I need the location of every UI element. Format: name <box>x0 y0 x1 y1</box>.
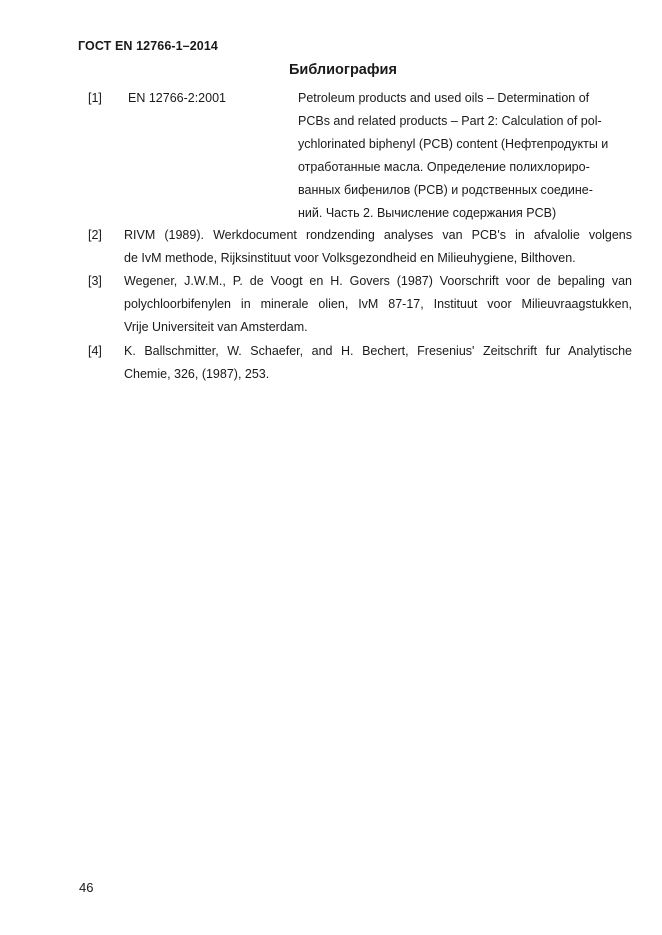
reference-line: ychlorinated biphenyl (PCB) content (Нефтепродукты и <box>298 137 609 151</box>
reference-text <box>124 340 632 386</box>
reference-line: RIVM (1989). Werkdocument rondzending analyses van PCB's in afvalolie volgens <box>124 228 632 242</box>
reference-line: PCBs and related products – Part 2: Calculation of pol- <box>298 114 602 128</box>
reference-text <box>124 270 632 339</box>
reference-number: [4] <box>88 344 102 358</box>
page-title: Библиография <box>289 62 397 78</box>
reference-line: ний. Часть 2. Вычисление содержания PCB) <box>298 206 557 220</box>
reference-number: [2] <box>88 228 102 242</box>
reference-line: K. Ballschmitter, W. Schaefer, and H. Bechert, Fresenius' Zeitschrift fur Analytische <box>124 344 632 358</box>
reference-line: отработанные масла. Определение полихлориро- <box>298 160 590 174</box>
reference-line: Chemie, 326, (1987), 253. <box>124 367 270 381</box>
reference-line: ванных бифенилов (PCB) и родственных соедине- <box>298 183 593 197</box>
reference-number: [1] <box>88 91 102 105</box>
reference-line: Wegener, J.W.M., P. de Voogt en H. Govers (1987) Voorschrift voor de bepaling van <box>124 274 632 288</box>
page-number: 46 <box>79 880 94 895</box>
reference-line: polychloorbifenylen in minerale olien, IvM 87-17, Instituut voor Milieuvraagstukken, <box>124 297 632 311</box>
reference-text <box>124 224 632 270</box>
reference-code: EN 12766-2:2001 <box>128 91 226 105</box>
reference-line: Petroleum products and used oils – Determination of <box>298 91 590 105</box>
reference-number: [3] <box>88 274 102 288</box>
reference-description <box>298 87 618 225</box>
document-header: ГОСТ EN 12766-1–2014 <box>78 39 218 53</box>
reference-line: Vrije Universiteit van Amsterdam. <box>124 320 308 334</box>
reference-line: de IvM methode, Rijksinstituut voor Volksgezondheid en Milieuhygiene, Bilthoven. <box>124 251 576 265</box>
